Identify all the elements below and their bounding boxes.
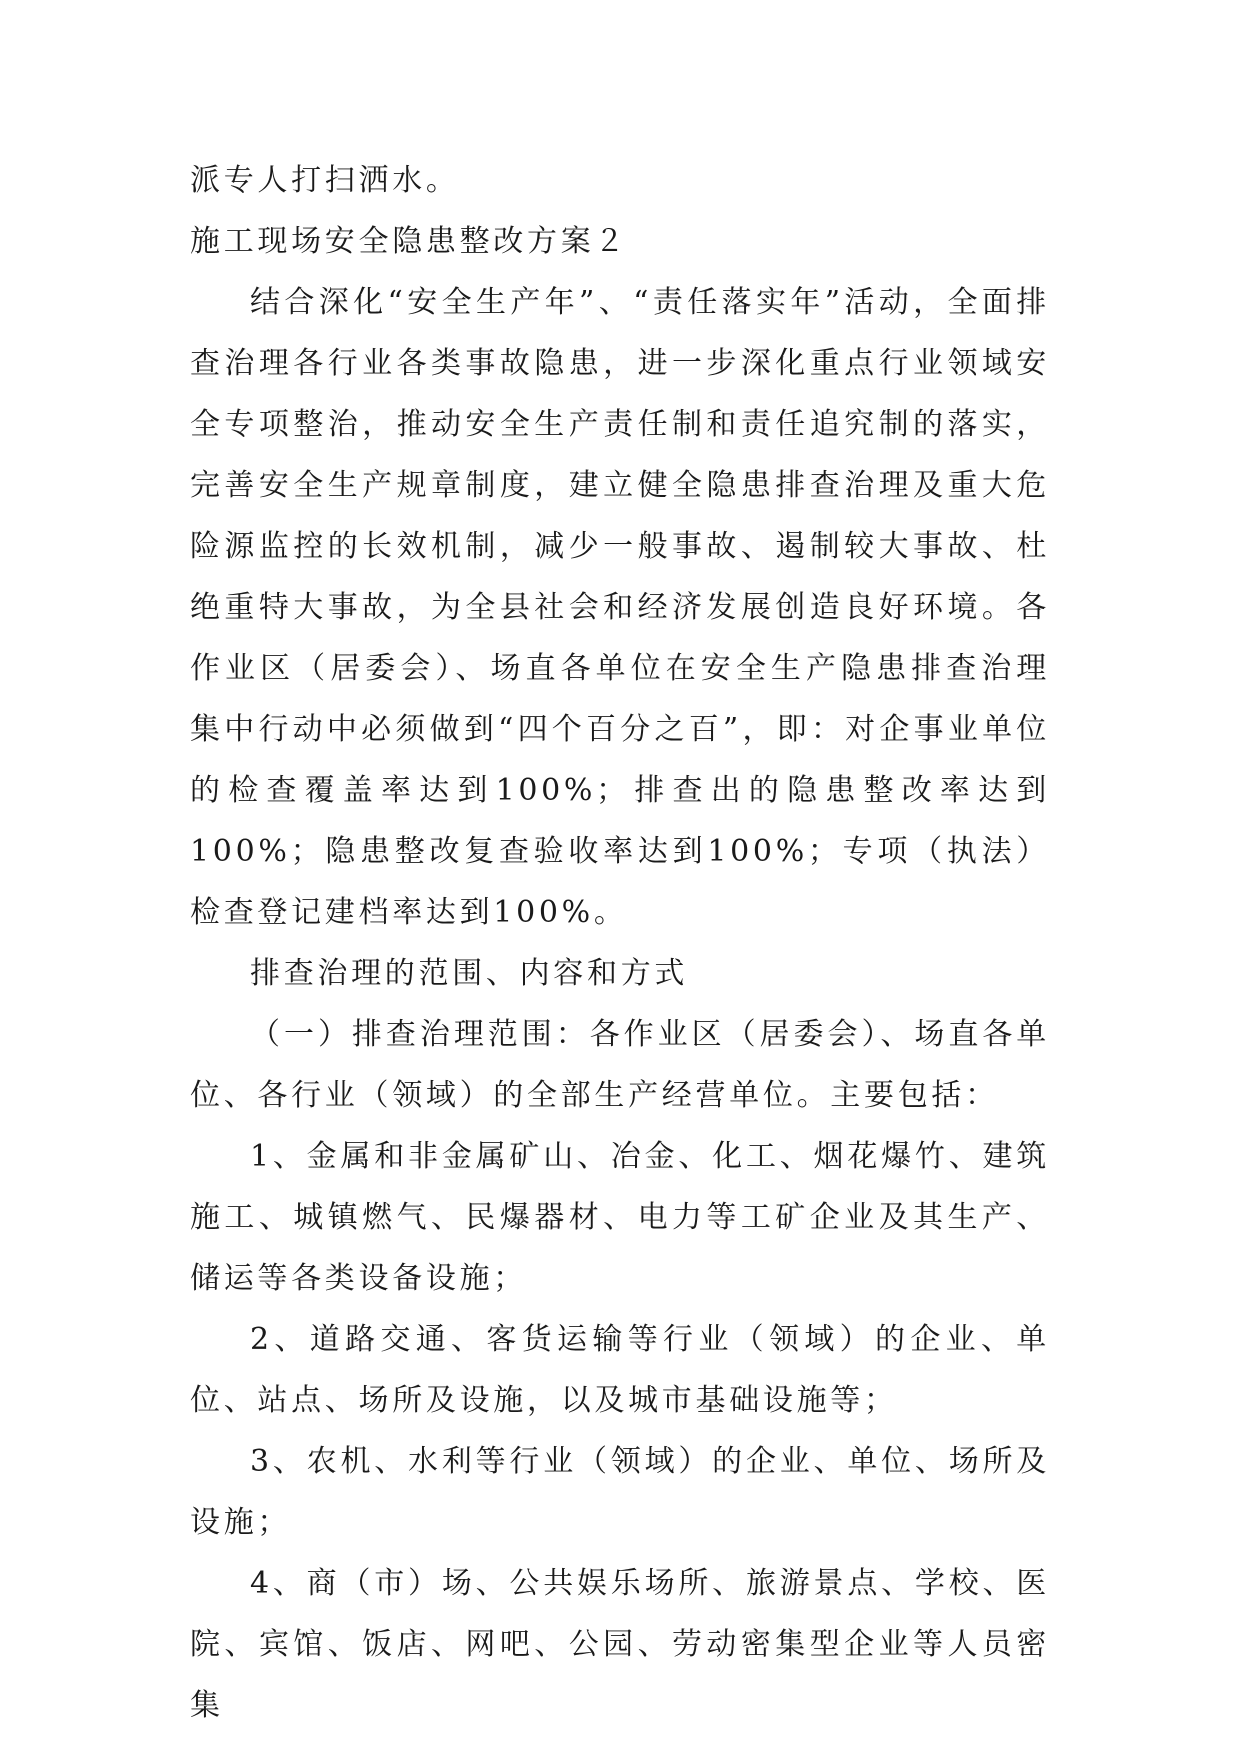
- paragraph-continuation: 派专人打扫洒水。: [190, 163, 460, 198]
- list-item-1: 1、金属和非金属矿山、冶金、化工、烟花爆竹、建筑施工、城镇燃气、民爆器材、电力等工矿企业及其生产、储运等各类设备设施；: [190, 1139, 1050, 1296]
- paragraph-heading-scope: 排查治理的范围、内容和方式: [250, 956, 689, 991]
- section-title: 施工现场安全隐患整改方案２: [190, 224, 629, 259]
- list-item-2: 2、道路交通、客货运输等行业（领域）的企业、单位、站点、场所及设施，以及城市基础设施等；: [190, 1322, 1050, 1418]
- paragraph-intro: 结合深化“安全生产年”、“责任落实年”活动，全面排查治理各行业各类事故隐患，进一步深化重点行业领域安全专项整治，推动安全生产责任制和责任追究制的落实，完善安全生产规章制度，建立健全隐患排查治理及重大危险源监控的长效机制，减少一般事故、遏制较大事故、杜绝重特大事故，为全县社会和经济发展创造良好环境。各作业区（居委会）、场直各单位在安全生产隐患排查治理集中行动中必须做到“四个百分之百”，即：对企事业单位的检查覆盖率达到100%；排查出的隐患整改率达到100%；隐患整改复查验收率达到100%；专项（执法）检查登记建档率达到100%。: [190, 285, 1050, 930]
- list-item-4: 4、商（市）场、公共娱乐场所、旅游景点、学校、医院、宾馆、饭店、网吧、公园、劳动密集型企业等人员密集: [190, 1566, 1050, 1723]
- list-item-3: 3、农机、水利等行业（领域）的企业、单位、场所及设施；: [190, 1444, 1050, 1540]
- paragraph-scope: （一）排查治理范围：各作业区（居委会）、场直各单位、各行业（领域）的全部生产经营单位。主要包括：: [190, 1017, 1050, 1113]
- document-body: [190, 150, 1050, 1736]
